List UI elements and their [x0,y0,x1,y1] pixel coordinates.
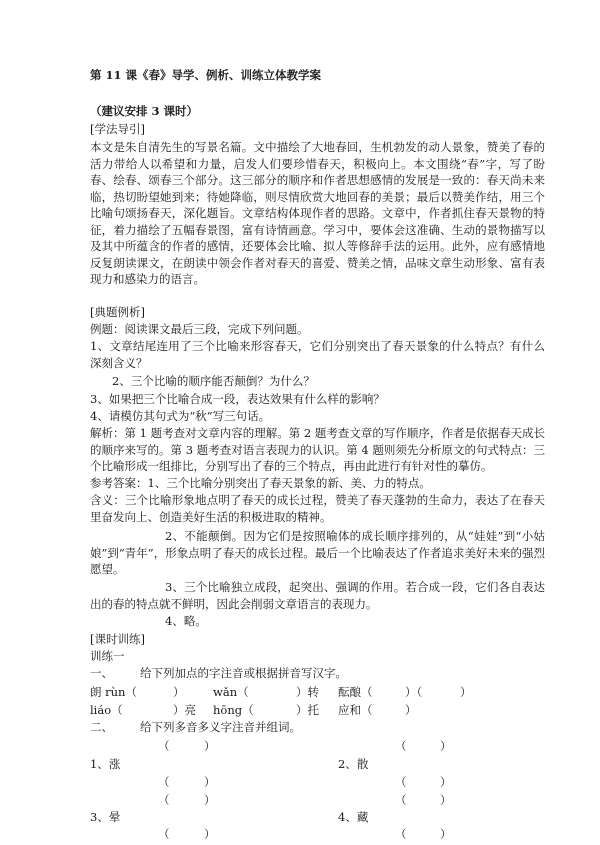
example-intro: 例题：阅读课文最后三段，完成下列问题。 [90,322,309,336]
document-title: 第 11 课《春》导学、例析、训练立体教学案 [90,68,322,82]
blank-label: ）（ [405,685,423,699]
pinyin-row-2 [0,702,600,719]
paren-open: （ [158,739,170,753]
question-1: 1、文章结尾连用了三个比喻来形容春天，它们分别突出了春天景象的什么特点？有什么深刻含义？ [90,339,545,370]
paren-close: ） [440,775,452,789]
paren-close: ） [204,793,216,807]
paren-close: ） [440,827,452,841]
paren-open: （ [395,793,407,807]
poly-item-1: 1、涨 [90,757,121,771]
paren-open: （ [158,827,170,841]
question-4: 4、请模仿其句式为“秋”写三句话。 [90,409,271,423]
paren-open: （ [158,775,170,789]
blank-label: ） [405,703,417,717]
blank-label: liáo（ [90,703,123,717]
part-1-instruction: 给下列加点的字注音或根据拼音写汉字。 [140,666,347,680]
part-1-number: 一、 [90,666,113,680]
pinyin-row-1 [0,684,600,701]
study-guide-heading: [学法导引] [90,122,145,136]
part-2-number: 二、 [90,720,113,734]
meaning: 含义：三个比喻形象地点明了春天的成长过程，赞美了春天蓬勃的生命力，表达了在春天里奋发向上、创造美好生活的积极进取的精神。 [90,493,545,524]
blank-label: ）亮 [173,703,196,717]
question-3: 3、如果把三个比喻合成一段，表达效果有什么样的影响？ [90,392,385,406]
blank-label: ） [173,685,185,699]
blank-label: ）托 [296,703,319,717]
blank-label: 应和（ [338,703,373,717]
part-2-instruction: 给下列多音多义字注音并组词。 [140,720,301,734]
training-sub: 训练一 [90,649,125,663]
poly-item-3: 3、晕 [90,810,121,824]
blank-label: 酝酿（ [338,685,373,699]
answer-4: 4、略。 [165,614,207,628]
schedule-note: （建议安排 3 课时） [90,104,199,118]
blank-label: ）转 [296,685,319,699]
blank-label: 朗 rùn（ [90,685,137,699]
paren-open: （ [395,827,407,841]
poly-item-2: 2、散 [338,757,369,771]
paren-row [0,792,600,809]
question-2: 2、三个比喻的顺序能否颠倒？为什么？ [112,374,315,388]
answer-1: 参考答案：1、三个比喻分别突出了春天景象的新、美、力的特点。 [90,476,431,490]
answer-3: 3、三个比喻独立成段，起突出、强调的作用。若合成一段，它们各自表达出的春的特点就不鲜明，因此会削弱文章语言的表现力。 [90,580,545,611]
paren-row [0,774,600,791]
paren-close: ） [440,793,452,807]
example-heading: [典题例析] [90,305,145,319]
paren-close: ） [440,739,452,753]
paren-row [0,826,600,843]
paren-close: ） [204,775,216,789]
paren-close: ） [204,739,216,753]
blank-label: wǎn（ [213,685,249,699]
blank-label: hōng（ [213,703,254,717]
poly-item-4: 4、藏 [338,810,369,824]
paren-open: （ [395,739,407,753]
paren-row [0,738,600,755]
answer-2: 2、不能颠倒。因为它们是按照喻体的成长顺序排列的，从“娃娃”到“小姑娘”到“青年”，形象点明了春天的成长过程。最后一个比喻表达了作者追求美好未来的强烈愿望。 [90,529,545,576]
analysis: 解析：第 1 题考查对文章内容的理解。第 2 题考查文章的写作顺序，作者是依据春天成长的顺序来写的。第 3 题考查对语言表现力的认识。第 4 题则须先分析原文的句式特点：三个比喻形成一组排比，分别写出了春的三个特点，再由此进行有针对性的摹仿。 [90,426,545,473]
study-guide-paragraph: 本文是朱自清先生的写景名篇。文中描绘了大地春回，生机勃发的动人景象，赞美了春的活力带给人以希望和力量，启发人们要珍惜春天，积极向上。本文围绕“春”字，写了盼春、绘春、颂春三个部分。这三部分的顺序和作者思想感情的发展是一致的：春天尚未来临，热切盼望她到来；待她降临，则尽情欣赏大地回春的美景；最后以赞美作结，用三个比喻句颂扬春天，深化题旨。文章结构体现作者的思路。文章中，作者抓住春天景物的特征，着力描绘了五幅春景图，富有诗情画意。学习中，要体会这准确、生动的景物描写以及其中所蕴含的作者的感情，还要体会比喻、拟人等修辞手法的运用。此外，应有感情地反复朗读课文，在朗读中领会作者对春天的喜爱、赞美之情，品味文章生动形象、富有表现力和感染力的语言。 [90,140,545,286]
blank-label: ） [460,685,472,699]
training-heading: [课时训练] [90,632,145,646]
paren-close: ） [204,827,216,841]
paren-open: （ [158,793,170,807]
paren-open: （ [395,775,407,789]
